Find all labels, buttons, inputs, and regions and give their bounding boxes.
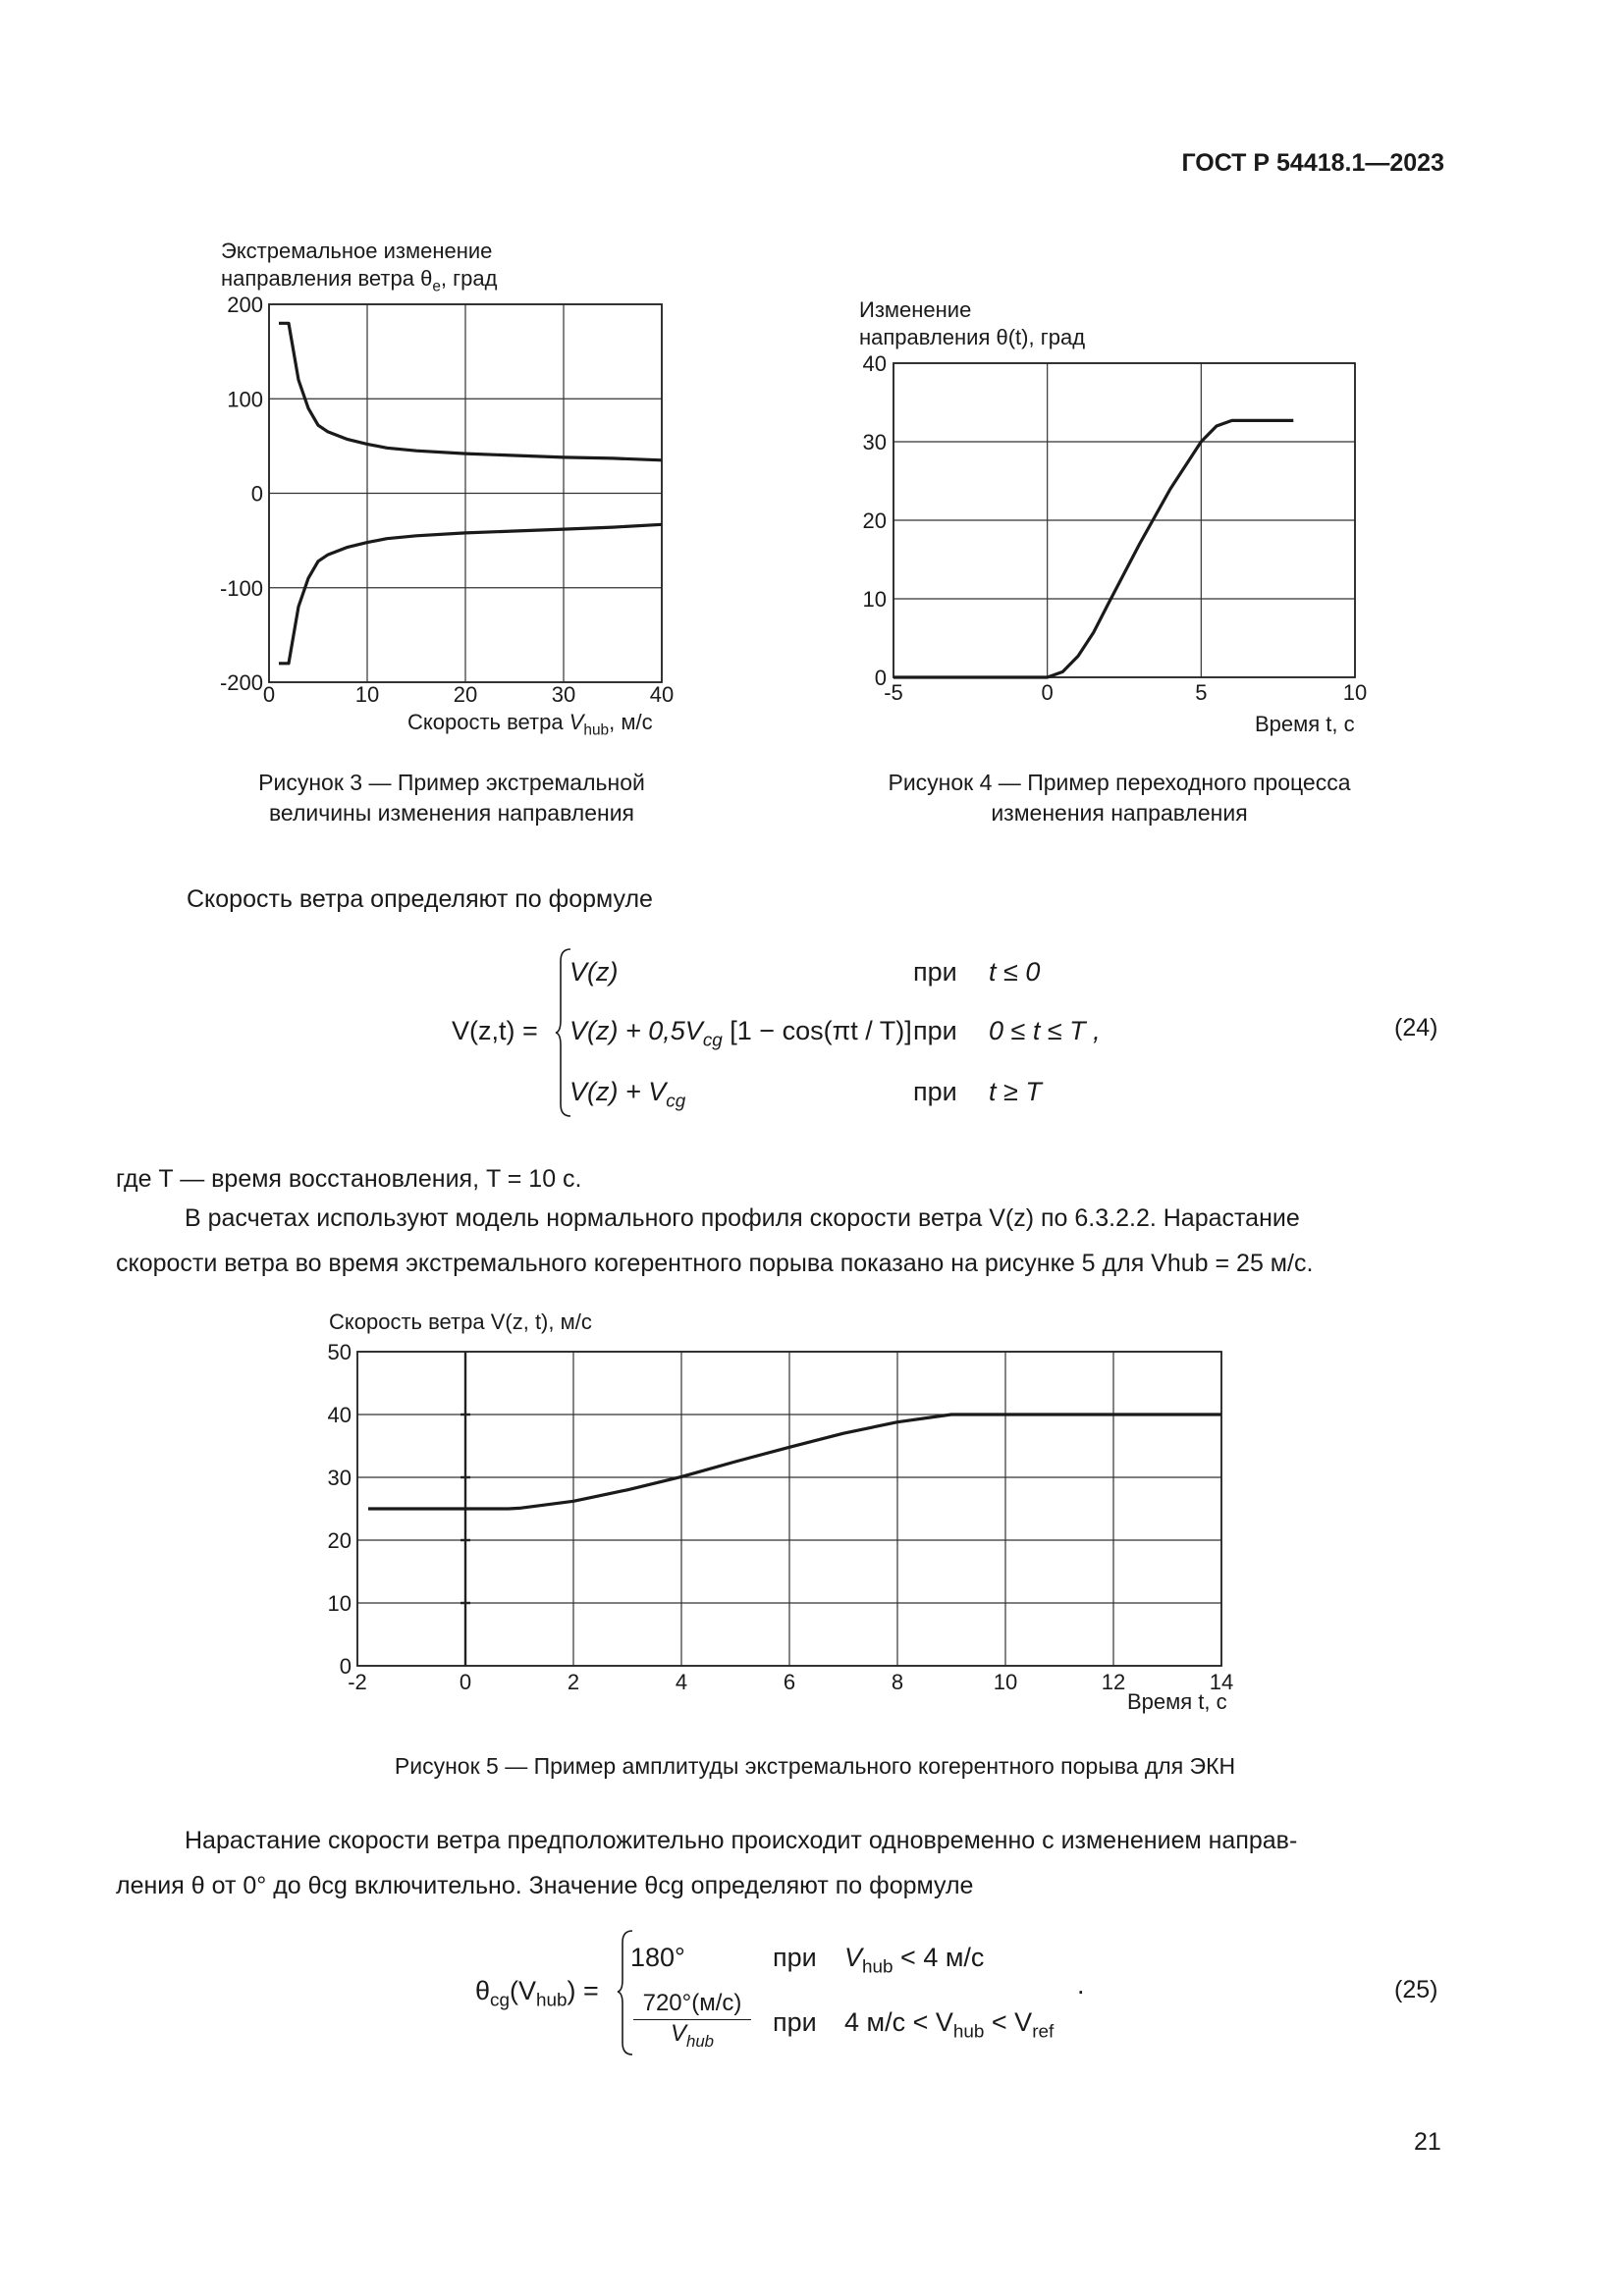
chart-x-tick-label: 40 [649,682,675,707]
chart-series-line-upper [279,323,662,460]
fig5-caption: Рисунок 5 — Пример амплитуды экстремального когерентного порыва для ЭКН [394,1753,1236,1779]
f24-case1: V(z) [569,957,619,987]
chart-y-tick-label: -200 [219,670,263,695]
chart-series-line-theta [893,420,1293,677]
paragraph-3-line1: В расчетах используют модель нормального профиля скорости ветра V(z) по 6.3.2.2. Нарастание [185,1204,1300,1232]
chart-x-tick-label: 0 [1041,680,1054,705]
f24-lhs: V(z,t) = [452,1016,538,1045]
paragraph-4 [116,1818,1441,1908]
chart-series-line-lower [279,524,662,664]
chart-y-tick-label: 100 [227,387,263,412]
chart-x-tick-label: 10 [354,682,380,707]
fig5-chart [314,1340,1257,1713]
fig4-caption-line1: Рисунок 4 — Пример переходного процесса [888,770,1351,795]
f24-pri-3: при [913,1077,957,1106]
chart-x-tick-label: 0 [262,682,276,707]
f24-pri-2: при [913,1016,957,1045]
chart-y-tick-label: 20 [327,1528,352,1553]
formula-24 [0,947,1624,1119]
f25-dot: . [1077,1970,1085,2000]
chart-y-tick-label: 40 [327,1403,352,1427]
chart-x-tick-label: 2 [567,1670,580,1694]
fig3-caption-line1: Рисунок 3 — Пример экстремальной [258,770,645,795]
fig4-ylabel-line2: направления θ(t), град [859,325,1086,349]
chart-x-tick-label: 20 [453,682,478,707]
fig3-chart [206,290,687,741]
chart-y-tick-label: 40 [862,351,887,376]
fig4-ylabel [859,296,1085,351]
f24-cond3: t ≥ T [989,1077,1042,1106]
paragraph-4-line1: Нарастание скорости ветра предположительно происходит одновременно с изменением направ- [185,1827,1298,1854]
chart-x-tick-label: 30 [551,682,576,707]
formula-25 [0,1929,1624,2056]
f24-case3: $V(z) + V_{cg}$ [569,1077,686,1112]
fig5-ylabel: Скорость ветра V(z, t), м/с [329,1309,592,1334]
f25-pri-2: при [773,2007,817,2037]
fig3-xlabel: Скорость ветра $V_{hub}$, м/с [407,710,653,739]
chart-x-tick-label: 6 [783,1670,796,1694]
fig3-ylabel-line1: Экстремальное изменение [221,239,493,263]
chart-y-tick-label: 200 [227,293,263,317]
chart-x-tick-label: 10 [993,1670,1018,1694]
chart-y-tick-label: 20 [862,508,887,533]
f25-pri-1: при [773,1943,817,1972]
chart-x-tick-label: 4 [675,1670,688,1694]
f25-cond1: $V_{hub} < 4$ м/с [844,1943,985,1978]
fig4-xlabel: Время t, с [1255,712,1355,736]
chart-x-tick-label: 14 [1209,1670,1234,1694]
chart-y-tick-label: 0 [874,666,887,690]
chart-y-tick-label: 10 [327,1591,352,1616]
f24-cond1: t ≤ 0 [989,957,1041,987]
f24-cond2: 0 ≤ t ≤ T , [989,1016,1101,1045]
fig4-caption-line2: изменения направления [991,800,1248,826]
page-number: 21 [1414,2128,1441,2156]
chart-x-tick-label: 8 [891,1670,904,1694]
chart-x-tick-label: 0 [459,1670,472,1694]
fig3-caption-line2: величины изменения направления [268,800,635,826]
f25-case1: 180° [630,1943,685,1972]
paragraph-3 [116,1196,1441,1286]
paragraph-3-line2: скорости ветра во время экстремального когерентного порыва показано на рисунке 5 для Vhub = 25 м/с. [116,1250,1314,1277]
fig4-caption [844,768,1394,828]
chart-y-tick-label: 50 [327,1340,352,1364]
paragraph-4-line2: ления θ от 0° до θcg включительно. Значение θcg определяют по формуле [116,1872,974,1899]
fig3-ylabel-line2: направления ветра $\theta_e$, град [221,266,498,295]
chart-y-tick-label: 30 [327,1466,352,1490]
chart-x-tick-label: 10 [1342,680,1368,705]
f24-case2: $V(z) + 0,5V_{cg}$ [1 − cos(πt / T)] [569,1016,912,1051]
chart-y-tick-label: 30 [862,430,887,454]
chart-x-tick-label: -5 [884,680,903,705]
f25-case2: 720°(м/с) $V_{hub}$ [633,1990,751,2052]
fig4-ylabel-line1: Изменение [859,297,972,322]
f25-lhs: $\theta_{cg}(V_{hub})$ = [475,1976,599,2011]
chart-y-tick-label: -100 [219,575,263,601]
fig5-xlabel: Время t, с [1127,1689,1227,1714]
paragraph-2: где T — время восстановления, T = 10 с. [116,1165,582,1193]
standard-header: ГОСТ Р 54418.1—2023 [1181,149,1444,177]
f25-cond2: 4 $м/с < V_{hub} < V_{ref}$ [844,2007,1055,2043]
chart-y-tick-label: 0 [339,1654,352,1679]
chart-x-tick-label: -2 [348,1670,367,1694]
f25-number: (25) [1394,1976,1438,2003]
chart-x-tick-label: 5 [1195,680,1208,705]
chart-y-tick-label: 0 [250,481,263,507]
f24-pri-1: при [913,957,957,987]
f24-number: (24) [1394,1014,1438,1041]
chart-x-tick-label: 12 [1101,1670,1126,1694]
paragraph-1: Скорость ветра определяют по формуле [187,885,653,913]
chart-y-tick-label: 10 [862,587,887,612]
fig4-chart [844,348,1384,741]
chart-series-line-V [368,1415,1221,1509]
fig3-caption [187,768,717,828]
